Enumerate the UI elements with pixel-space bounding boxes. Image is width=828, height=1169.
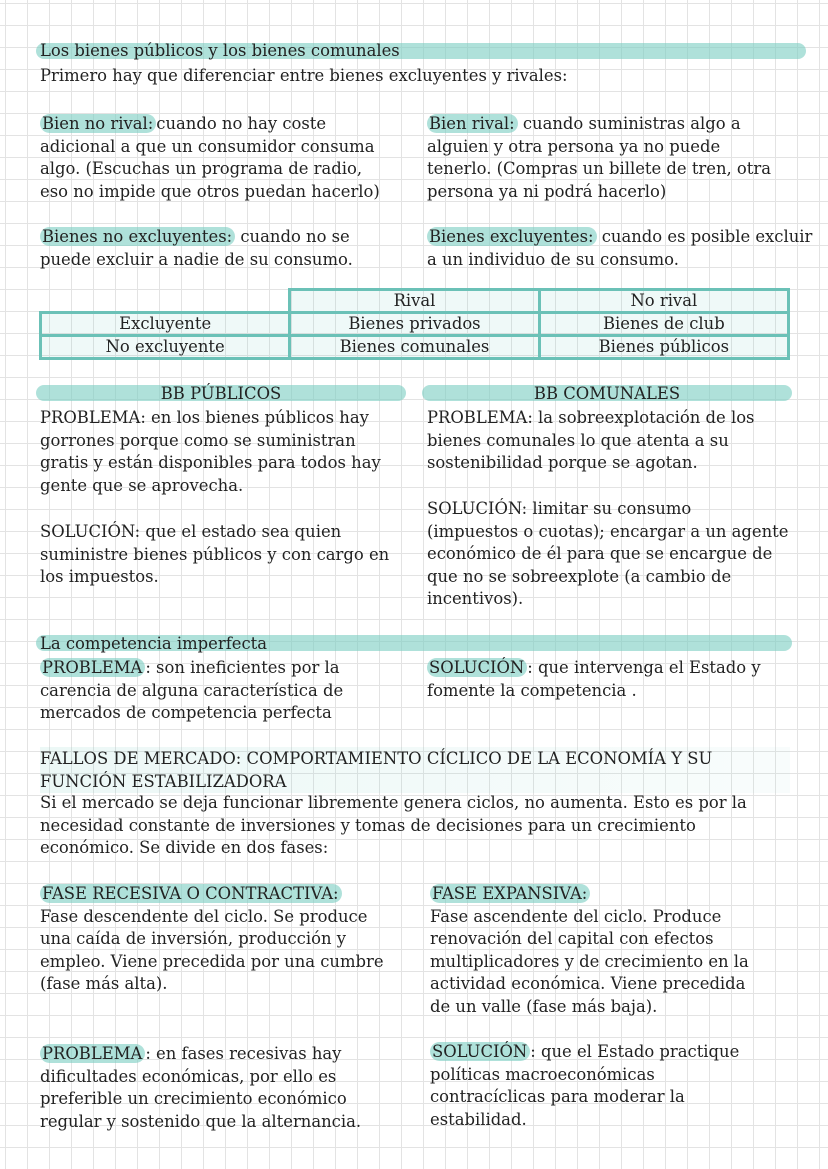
table-cell: Bienes comunales [290, 336, 539, 359]
section-title-imperfect-competition: La competencia imperfecta [40, 634, 268, 653]
term-solution: SOLUCIÓN [427, 658, 527, 677]
term-problem: PROBLEMA [40, 1044, 145, 1063]
term-non-excludable: Bienes no excluyentes: [40, 227, 235, 246]
market-failures-body: Si el mercado se deja funcionar libremente genera ciclos, no aumenta. Esto es por la necesidad constante de inversiones y tomas de decisiones para un crecimiento económico. Se divide en dos fases: [40, 793, 747, 857]
definition-rival: Bien rival: cuando suministras algo a alguien y otra persona ya no puede tenerlo. (Compras un billete de tren, otra persona ya ni podrá hacerlo) [427, 114, 771, 201]
bb-comunales-solution: SOLUCIÓN: limitar su consumo (impuestos o cuotas); encargar a un agente económico de él para que se encargue de que no se sobreexplote (a cambio de incentivos). [427, 499, 789, 608]
term-problem: PROBLEMA [40, 658, 145, 677]
table-row [41, 336, 789, 359]
phase-expansive: FASE EXPANSIVA: Fase ascendente del ciclo. Produce renovación del capital con efectos multiplicadores y de crecimiento en la actividad económica. Viene precedida de un valle (fase más baja). [430, 884, 749, 1016]
goods-classification-table [39, 288, 790, 360]
phases-problem: PROBLEMA : en fases recesivas hay dificultades económicas, por ello es preferible un crecimiento económico regular y sostenido que la alternancia. [40, 1044, 362, 1131]
intro-text: Primero hay que diferenciar entre bienes excluyentes y rivales: [40, 66, 568, 85]
term-rival: Bien rival: [427, 114, 518, 133]
bb-publicos-title: BB PÚBLICOS [160, 384, 282, 403]
table-corner [41, 290, 290, 313]
phase-recessive-title: FASE RECESIVA O CONTRACTIVA: [40, 884, 342, 903]
bb-publicos-problem: PROBLEMA: en los bienes públicos hay gorrones porque como se suministran gratis y están disponibles para todos hay gente que se aprovecha. [40, 408, 381, 495]
bb-comunales-title: BB COMUNALES [533, 384, 681, 403]
term-excludable: Bienes excluyentes: [427, 227, 597, 246]
term-solution: SOLUCIÓN [430, 1042, 530, 1061]
table-header: Rival [290, 290, 539, 313]
definition-non-excludable: Bienes no excluyentes: cuando no se puede excluir a nadie de su consumo. [40, 227, 353, 269]
table-cell: Bienes de club [539, 313, 788, 336]
phase-recessive: FASE RECESIVA O CONTRACTIVA: Fase descendente del ciclo. Se produce una caída de inversión, producción y empleo. Viene precedida por una cumbre (fase más alta). [40, 884, 384, 993]
bb-publicos-solution: SOLUCIÓN: que el estado sea quien suministre bienes públicos y con cargo en los impuestos. [40, 522, 390, 586]
definition-excludable: Bienes excluyentes: cuando es posible excluir a un individuo de su consumo. [427, 227, 813, 269]
table-cell: Bienes privados [290, 313, 539, 336]
phase-expansive-title: FASE EXPANSIVA: [430, 884, 590, 903]
definition-non-rival: Bien no rival: cuando no hay coste adicional a que un consumidor consuma algo. (Escuchas un programa de radio, eso no impide que otros puedan hacerlo) [40, 114, 380, 201]
table-row [41, 313, 789, 336]
table-cell: Bienes públicos [539, 336, 788, 359]
imperfect-solution: SOLUCIÓN : que intervenga el Estado y fomente la competencia . [427, 658, 761, 700]
market-failures-title: FALLOS DE MERCADO: COMPORTAMIENTO CÍCLICO DE LA ECONOMÍA Y SU FUNCIÓN ESTABILIZADORA [40, 747, 790, 793]
phases-solution: SOLUCIÓN : que el Estado practique políticas macroeconómicas contracíclicas para moderar la estabilidad. [430, 1042, 740, 1129]
table-header-row [41, 290, 789, 313]
bb-comunales-problem: PROBLEMA: la sobreexplotación de los bienes comunales lo que atenta a su sostenibilidad porque se agotan. [427, 408, 755, 472]
term-non-rival: Bien no rival: [40, 114, 156, 133]
table-row-label: No excluyente [41, 336, 290, 359]
table-row-label: Excluyente [41, 313, 290, 336]
section-title-public-goods: Los bienes públicos y los bienes comunales [40, 41, 400, 60]
imperfect-problem: PROBLEMA : son ineficientes por la carencia de alguna característica de mercados de competencia perfecta [40, 658, 344, 722]
table-header: No rival [539, 290, 788, 313]
